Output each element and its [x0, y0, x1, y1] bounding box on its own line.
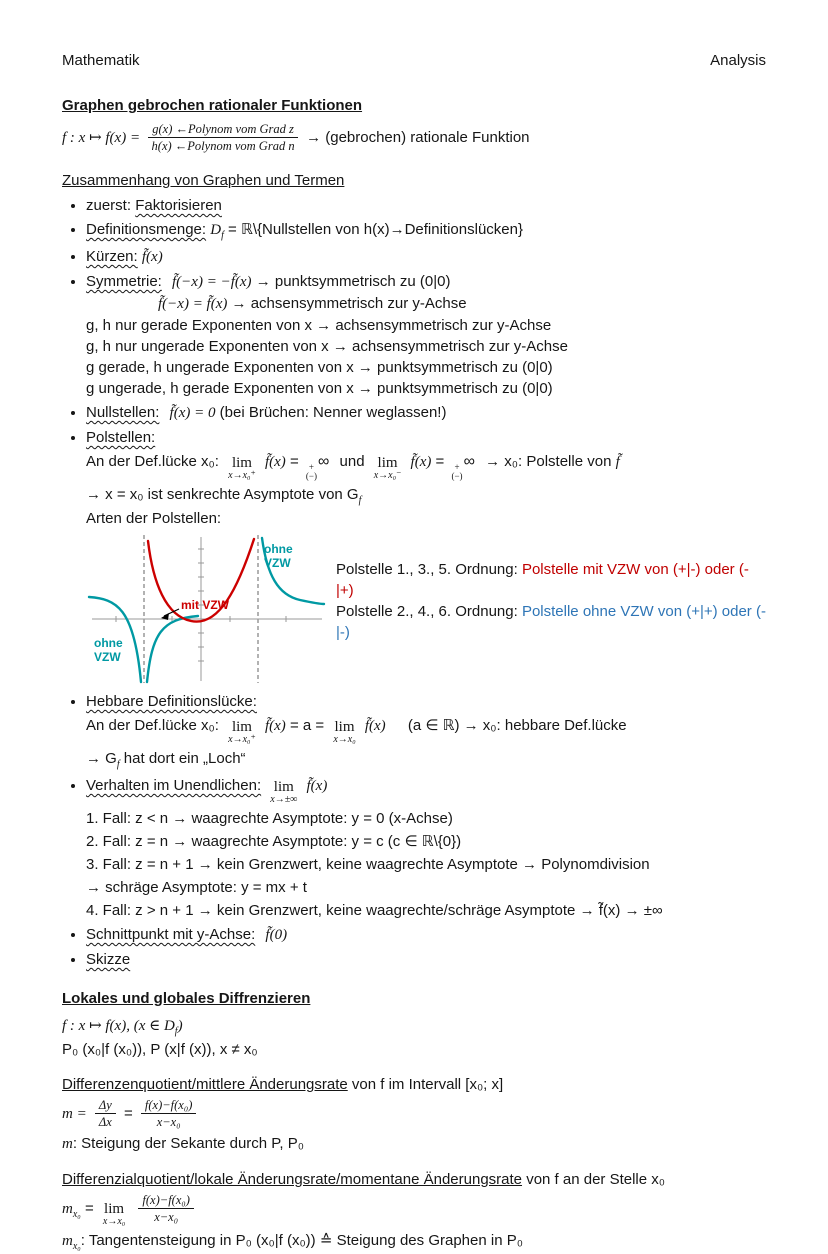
ftilde-symbol: f̃ [615, 453, 620, 470]
hebbar-conclusion: → x₀: hebbare Def.lücke [463, 716, 627, 734]
sekante-note-text: : Steigung der Sekante durch P, P₀ [72, 1134, 304, 1152]
infinity-sign: ∞ [317, 452, 330, 470]
limit-subscript: x→±∞ [270, 793, 298, 805]
kuerzen-math: f̃(x) [141, 248, 163, 265]
limit-word: lim [377, 454, 398, 471]
keyword-polstellen: Polstellen: [86, 428, 156, 446]
limit-word: lim [273, 778, 294, 795]
header-topic: Analysis [710, 52, 766, 69]
symmetrie-line1 [86, 271, 766, 293]
ftilde-of-x: f̃(x) [264, 453, 286, 470]
limit-infinity [270, 780, 297, 805]
polstellen-limit-line [86, 451, 766, 481]
label-vzw-top: VZW [264, 555, 291, 570]
differenzenquotient-formula [62, 1098, 766, 1130]
bullet-skizze [86, 949, 766, 970]
limit-word: lim [104, 1201, 125, 1218]
plus-minus-stack [451, 463, 462, 481]
bullet-pre-text: zuerst: [86, 196, 132, 214]
graph-subscript: f [116, 758, 120, 770]
nullstellen-math: f̃(x) = 0 [169, 404, 216, 421]
formula-arrow: → [306, 128, 322, 146]
note2-text: Polstelle ohne VZW von (+|+) oder (-|-) [336, 602, 766, 641]
bullet-symmetrie [86, 271, 766, 399]
pole-types-figure [86, 533, 766, 685]
pole-order-notes [336, 559, 766, 643]
label-ohne-top: ohne [264, 541, 293, 556]
limit-subscript: x→x₀⁻ [373, 469, 402, 481]
section2-title: Lokales und globales Diffrenzieren [62, 989, 311, 1007]
note2-label: Polstelle 2., 4., 6. Ordnung: [336, 602, 518, 620]
symmetrie-math1: f̃(−x) = −f̃(x) [172, 273, 252, 290]
pm-plus: + [454, 461, 460, 472]
pm-plus: + [308, 461, 314, 472]
function-definition-line [62, 1015, 766, 1039]
ftilde-of-x: f̃(x) [306, 777, 328, 794]
dq-denominator: x−x₀ [156, 1115, 181, 1130]
pole-order-note2 [336, 601, 766, 643]
formula-fraction [148, 122, 298, 154]
polstellen-pre: An der Def.lücke x₀: [86, 452, 219, 470]
ftilde-of-x: f̃(x) [264, 717, 286, 734]
bullet-polstellen [86, 427, 766, 685]
function-def-b: ) [177, 1017, 183, 1034]
bullet-hebbare-luecke [86, 691, 766, 772]
defset-subscript: f [221, 229, 224, 241]
symmetrie-math2: f̃(−x) = f̃(x) [158, 295, 228, 312]
case-3b: → schräge Asymptote: y = mx + t [86, 878, 307, 896]
formula-tail: (gebrochen) rationale Funktion [325, 128, 530, 146]
symmetrie-text1: → punktsymmetrisch zu (0|0) [255, 272, 451, 290]
hebbar-pre: An der Def.lücke x₀: [86, 716, 219, 734]
keyword-verhalten-unendlich: Verhalten im Unendlichen: [86, 776, 262, 794]
symmetrie-text2: → achsensymmetrisch zur y-Achse [231, 294, 467, 312]
limit-x0 [103, 1202, 125, 1227]
limit-left [374, 456, 402, 481]
graph-subscript: f [358, 494, 362, 506]
label-mit-vzw: mit VZW [181, 597, 229, 612]
asymptote-cases [86, 808, 766, 921]
equals-sign: = [435, 452, 445, 470]
delta-fraction [95, 1098, 116, 1130]
und-word: und [339, 452, 365, 470]
symmetrie-rule2: g, h nur ungerade Exponenten von x → achsensymmetrisch zur y-Achse [86, 337, 568, 355]
symmetrie-line2 [158, 293, 766, 315]
equals-sign: = [123, 1104, 133, 1122]
equals-sign: = [289, 452, 299, 470]
label-ohne-bottom: ohne [94, 635, 123, 650]
limit-subscript: x→x₀ [333, 733, 356, 745]
limit-subscript: x→x₀ [102, 1216, 126, 1228]
tangente-note-subscript: x₀ [72, 1241, 81, 1253]
hebbar-keyword-line [86, 691, 766, 712]
case-4: 4. Fall: z > n + 1 → kein Grenzwert, keine waagrechte/schräge Asymptote → f̃(x) → ±∞ [86, 901, 663, 919]
sekante-note [62, 1133, 766, 1155]
symmetrie-rule3: g gerade, h ungerade Exponenten von x → punktsymmetrisch zu (0|0) [86, 358, 553, 376]
formula-lhs: f : x ↦ f(x) = [62, 129, 141, 146]
polstellen-asymptote-line [86, 484, 766, 508]
pm-minus: (−) [305, 470, 317, 481]
limit-word: lim [231, 718, 252, 735]
header-subject: Mathematik [62, 52, 140, 69]
pole-types-graph [86, 533, 326, 685]
label-vzw-bottom: VZW [94, 649, 121, 664]
defset-symbol: D [210, 221, 222, 238]
bullet-nullstellen [86, 402, 766, 424]
dzq-denominator: x−x₀ [154, 1209, 179, 1224]
limit-subscript: x→x₀⁺ [228, 469, 256, 481]
fraction-numerator: g(x) ←Polynom vom Grad z [148, 122, 298, 138]
dzq-m: m [62, 1200, 73, 1217]
domain-subscript: f [174, 1025, 178, 1037]
dzq-m-subscript: x₀ [72, 1208, 81, 1220]
limit-both [333, 720, 355, 745]
nullstellen-note: (bei Brüchen: Nenner weglassen!) [219, 403, 447, 421]
symmetrie-rule4: g ungerade, h gerade Exponenten von x → punktsymmetrisch zu (0|0) [86, 379, 553, 397]
differenzialquotient-heading-rest: von f an der Stelle x₀ [526, 1170, 665, 1188]
section1-title: Graphen gebrochen rationaler Funktionen [62, 97, 363, 114]
plus-minus-stack [306, 463, 317, 481]
hebbar-loch-line [86, 748, 766, 772]
tangente-note-m: m [62, 1233, 73, 1250]
symmetrie-rule1: g, h nur gerade Exponenten von x → achsensymmetrisch zur y-Achse [86, 316, 552, 334]
differenzenquotient-heading-rest: von f im Intervall [x₀; x] [351, 1075, 504, 1093]
delta-numerator: Δy [95, 1098, 116, 1114]
ftilde-of-x: f̃(x) [364, 717, 386, 734]
bullet-definitionsmenge [86, 219, 766, 243]
polstellen-conclusion: → x₀: Polstelle von [485, 452, 612, 470]
teal-curve-middle-branch [147, 616, 198, 682]
limit-word: lim [334, 718, 355, 735]
keyword-hebbare-luecke: Hebbare Definitionslücke: [86, 692, 257, 710]
differenzenquotient-heading-underlined: Differenzenquotient/mittlere Änderungsrate [62, 1075, 348, 1093]
rational-function-formula [62, 122, 766, 154]
hebbar-condition: (a ∈ ℝ) [407, 716, 460, 734]
points-line: P₀ (x₀|f (x₀)), P (x|f (x)), x ≠ x₀ [62, 1040, 258, 1058]
dzq-numerator: f(x)−f(x₀) [138, 1193, 193, 1209]
keyword-nullstellen: Nullstellen: [86, 403, 160, 421]
hebbar-mid: = a = [289, 716, 325, 734]
note1-text: Polstelle mit VZW von (+|-) oder (-|+) [336, 560, 749, 599]
keyword-skizze: Skizze [86, 950, 131, 968]
bullet-schnittpunkt [86, 924, 766, 946]
bullet-kuerzen [86, 246, 766, 268]
hebbar-limit-line [86, 715, 766, 745]
differential-quotient-fraction [138, 1193, 193, 1225]
pole-order-note1 [336, 559, 766, 601]
limit-word: lim [231, 454, 252, 471]
differenzenquotient-heading [62, 1074, 766, 1095]
defset-definition: = ℝ\{Nullstellen von h(x)→Definitionslücken} [228, 220, 523, 238]
loch-rest: hat dort ein „Loch“ [123, 749, 246, 767]
pm-minus: (−) [451, 470, 463, 481]
dq-lhs: m = [62, 1105, 87, 1122]
limit-subscript: x→x₀⁺ [228, 733, 256, 745]
polstellen-arten-label: Arten der Polstellen: [86, 509, 222, 527]
ftilde-of-x: f̃(x) [410, 453, 432, 470]
equals-sign: = [84, 1199, 94, 1217]
infinity-sign: ∞ [463, 452, 475, 470]
tangente-note-text: : Tangentensteigung in P₀ (x₀|f (x₀)) ≙ Steigung des Graphen in P₀ [80, 1232, 523, 1250]
difference-quotient-fraction [141, 1098, 196, 1130]
notes-list [62, 195, 766, 970]
limit-right [228, 456, 256, 481]
note1-label: Polstelle 1., 3., 5. Ordnung: [336, 560, 518, 578]
fraction-denominator: h(x) ←Polynom vom Grad n [151, 139, 295, 154]
bullet-faktorisieren [86, 195, 766, 216]
limit-right [228, 720, 256, 745]
asymptote-text: → x = x₀ ist senkrechte Asymptote von G [86, 485, 359, 503]
keyword-definitionsmenge: Definitionsmenge: [86, 220, 207, 238]
case-1: 1. Fall: z < n → waagrechte Asymptote: y = 0 (x-Achse) [86, 809, 453, 827]
function-def-a: f : x ↦ f(x), (x ∈ D [62, 1017, 175, 1034]
subsection-heading: Zusammenhang von Graphen und Termen [62, 171, 345, 189]
case-3: 3. Fall: z = n + 1 → kein Grenzwert, keine waagrechte Asymptote → Polynomdivision [86, 855, 650, 873]
page-header [62, 50, 766, 71]
keyword-symmetrie: Symmetrie: [86, 272, 162, 290]
unendlich-heading-line [86, 775, 766, 805]
differenzialquotient-heading-underlined: Differenzialquotient/lokale Änderungsrate/momentane Änderungsrate [62, 1170, 523, 1188]
dq-numerator: f(x)−f(x₀) [141, 1098, 196, 1114]
delta-denominator: Δx [98, 1115, 112, 1130]
keyword-schnittpunkt: Schnittpunkt mit y-Achse: [86, 925, 256, 943]
keyword-faktorisieren: Faktorisieren [135, 196, 222, 214]
differenzialquotient-heading [62, 1169, 766, 1190]
bullet-verhalten-unendlich [86, 775, 766, 921]
tangente-note [62, 1230, 766, 1254]
keyword-kuerzen: Kürzen: [86, 247, 138, 265]
case-2: 2. Fall: z = n → waagrechte Asymptote: y = c (c ∈ ℝ\{0}) [86, 832, 462, 850]
sekante-note-m: m [62, 1135, 73, 1152]
loch-pre: → G [86, 749, 117, 767]
polstellen-keyword-line [86, 427, 766, 448]
differenzialquotient-formula [62, 1193, 766, 1228]
schnittpunkt-math: f̃(0) [265, 926, 288, 943]
